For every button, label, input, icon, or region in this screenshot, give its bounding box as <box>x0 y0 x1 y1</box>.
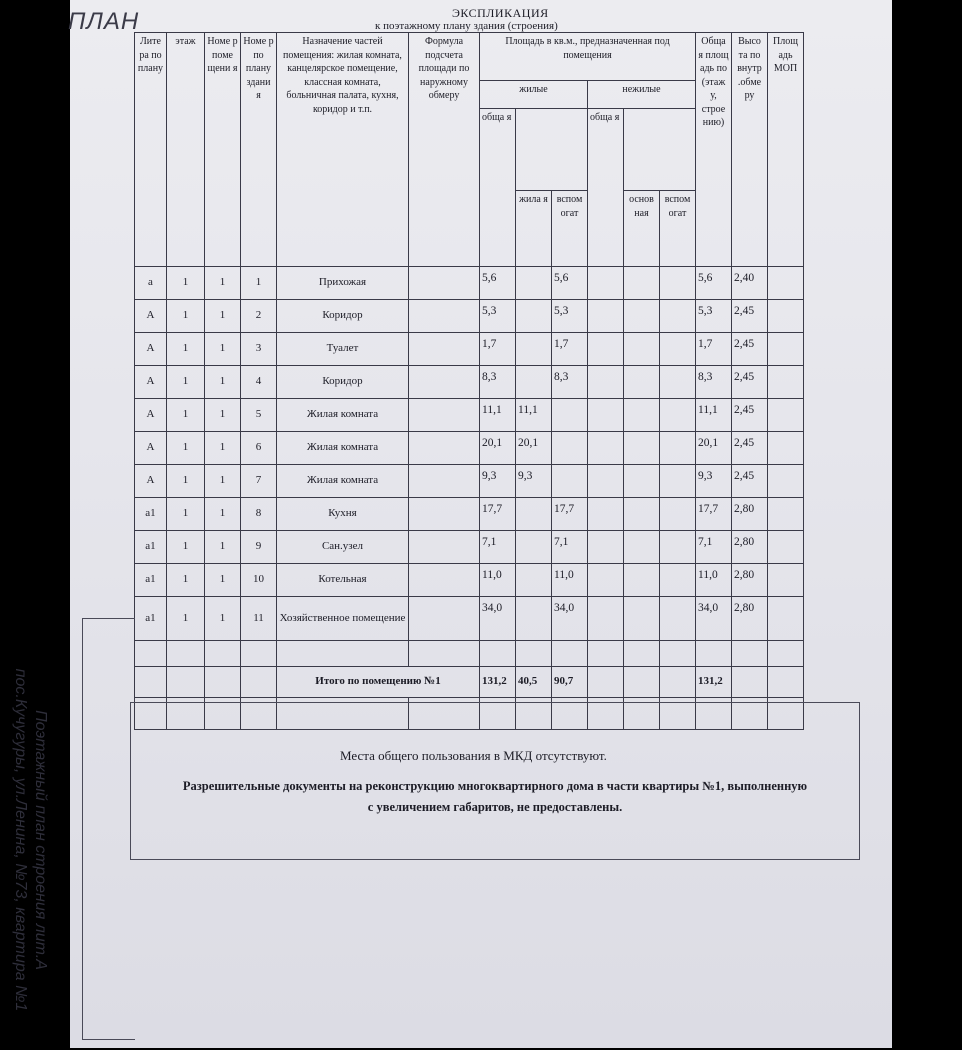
cell-auxiliary2 <box>660 597 696 641</box>
cell-res-total: 5,3 <box>480 300 516 333</box>
cell-auxiliary2 <box>660 366 696 399</box>
totals-living: 40,5 <box>516 667 552 698</box>
col-header-auxiliary2: вспом огат <box>660 191 696 267</box>
cell-floor-area: 5,3 <box>696 300 732 333</box>
cell-main <box>624 564 660 597</box>
col-header-mop: Площ адь МОП <box>768 33 804 267</box>
col-header-living: жила я <box>516 191 552 267</box>
cell-mop <box>768 465 804 498</box>
cell-litera: А <box>135 333 167 366</box>
cell-floor: 1 <box>167 564 205 597</box>
cell-height: 2,45 <box>732 465 768 498</box>
cell-floor-area: 8,3 <box>696 366 732 399</box>
cell-mop <box>768 300 804 333</box>
totals-label: Итого по помещению №1 <box>277 667 480 698</box>
note-permits-line2: с увеличением габаритов, не предоставлены. <box>367 800 623 815</box>
cell-floor-area: 17,7 <box>696 498 732 531</box>
cell-res-total: 11,0 <box>480 564 516 597</box>
col-header-plan-no: Номе р по плану здани я <box>241 33 277 267</box>
cell-floor: 1 <box>167 597 205 641</box>
cell-purpose: Котельная <box>277 564 409 597</box>
cell-purpose: Хозяйственное помещение <box>277 597 409 641</box>
cell-res-total: 34,0 <box>480 597 516 641</box>
cell-plan-no: 9 <box>241 531 277 564</box>
side-label-line1: Поэтажный план строения лит.А <box>32 710 49 970</box>
cell-plan-no: 4 <box>241 366 277 399</box>
cell-nonres-total <box>588 300 624 333</box>
cell-auxiliary2 <box>660 432 696 465</box>
cell-res-total: 8,3 <box>480 366 516 399</box>
cell-room-no: 1 <box>205 366 241 399</box>
cell-main <box>624 597 660 641</box>
table-row <box>135 399 804 432</box>
cell-room-no: 1 <box>205 465 241 498</box>
cell-main <box>624 333 660 366</box>
cell-auxiliary <box>552 465 588 498</box>
cell-mop <box>768 366 804 399</box>
cell-height: 2,45 <box>732 366 768 399</box>
cell-room-no: 1 <box>205 333 241 366</box>
note-permits <box>133 776 857 819</box>
cell-litera: а1 <box>135 498 167 531</box>
table-row <box>135 267 804 300</box>
cell-litera: а <box>135 267 167 300</box>
cell-nonres-total <box>588 597 624 641</box>
table-row <box>135 366 804 399</box>
cell-room-no: 1 <box>205 399 241 432</box>
cell-plan-no: 2 <box>241 300 277 333</box>
cell-room-no: 1 <box>205 597 241 641</box>
cell-living <box>516 300 552 333</box>
cell-res-total: 17,7 <box>480 498 516 531</box>
cell-floor: 1 <box>167 366 205 399</box>
cell-height: 2,80 <box>732 564 768 597</box>
cell-formula <box>409 597 480 641</box>
cell-res-total: 5,6 <box>480 267 516 300</box>
table-row <box>135 564 804 597</box>
cell-purpose: Жилая комната <box>277 432 409 465</box>
cell-main <box>624 432 660 465</box>
cell-floor: 1 <box>167 399 205 432</box>
cell-formula <box>409 300 480 333</box>
cell-auxiliary2 <box>660 267 696 300</box>
cell-living <box>516 498 552 531</box>
table-row <box>135 531 804 564</box>
cell-auxiliary2 <box>660 399 696 432</box>
col-header-formula: Формула подсчета площади по наружному обмеру <box>409 33 480 267</box>
cell-formula <box>409 531 480 564</box>
cell-main <box>624 366 660 399</box>
cell-room-no: 1 <box>205 564 241 597</box>
cell-mop <box>768 597 804 641</box>
cell-mop <box>768 564 804 597</box>
cell-living <box>516 597 552 641</box>
cell-main <box>624 399 660 432</box>
cell-plan-no: 11 <box>241 597 277 641</box>
cell-purpose: Туалет <box>277 333 409 366</box>
cell-res-total: 20,1 <box>480 432 516 465</box>
col-header-room-no: Номе р поме щени я <box>205 33 241 267</box>
cell-nonres-total <box>588 399 624 432</box>
cell-auxiliary <box>552 432 588 465</box>
cell-auxiliary: 8,3 <box>552 366 588 399</box>
cell-mop <box>768 432 804 465</box>
cell-formula <box>409 465 480 498</box>
cell-formula <box>409 432 480 465</box>
cell-mop <box>768 498 804 531</box>
cell-litera: А <box>135 399 167 432</box>
cell-floor: 1 <box>167 333 205 366</box>
cell-living: 9,3 <box>516 465 552 498</box>
cell-height: 2,45 <box>732 399 768 432</box>
cell-nonres-total <box>588 366 624 399</box>
cell-floor-area: 20,1 <box>696 432 732 465</box>
cell-living <box>516 267 552 300</box>
cell-room-no: 1 <box>205 267 241 300</box>
cell-main <box>624 498 660 531</box>
col-header-res-total: обща я <box>480 109 516 267</box>
cell-floor-area: 5,6 <box>696 267 732 300</box>
cell-formula <box>409 399 480 432</box>
cell-auxiliary2 <box>660 564 696 597</box>
cell-plan-no: 8 <box>241 498 277 531</box>
totals-total: 131,2 <box>480 667 516 698</box>
cell-plan-no: 10 <box>241 564 277 597</box>
cell-plan-no: 6 <box>241 432 277 465</box>
cell-auxiliary2 <box>660 465 696 498</box>
cell-floor-area: 11,0 <box>696 564 732 597</box>
cell-auxiliary2 <box>660 333 696 366</box>
cell-formula <box>409 267 480 300</box>
cell-height: 2,45 <box>732 432 768 465</box>
cell-litera: а1 <box>135 531 167 564</box>
cell-res-total: 11,1 <box>480 399 516 432</box>
cell-room-no: 1 <box>205 432 241 465</box>
cell-floor-area: 34,0 <box>696 597 732 641</box>
cell-floor: 1 <box>167 531 205 564</box>
col-header-height: Высо та по внутр .обме ру <box>732 33 768 267</box>
cell-main <box>624 531 660 564</box>
cell-auxiliary2 <box>660 498 696 531</box>
cell-floor: 1 <box>167 498 205 531</box>
cell-plan-no: 7 <box>241 465 277 498</box>
cell-purpose: Жилая комната <box>277 465 409 498</box>
cell-litera: а1 <box>135 597 167 641</box>
side-label-line2: пос.Кучугуры, ул.Ленина, №73, квартира №1 <box>12 668 29 1012</box>
col-header-nonres-total: обща я <box>588 109 624 267</box>
cell-living: 11,1 <box>516 399 552 432</box>
cell-auxiliary: 34,0 <box>552 597 588 641</box>
cell-plan-no: 1 <box>241 267 277 300</box>
cell-plan-no: 3 <box>241 333 277 366</box>
cell-height: 2,45 <box>732 333 768 366</box>
cell-res-total: 7,1 <box>480 531 516 564</box>
cell-res-total: 1,7 <box>480 333 516 366</box>
cell-height: 2,80 <box>732 531 768 564</box>
cell-mop <box>768 333 804 366</box>
cell-purpose: Жилая комната <box>277 399 409 432</box>
cell-formula <box>409 498 480 531</box>
empty-row <box>135 641 804 667</box>
table-row <box>135 432 804 465</box>
cell-mop <box>768 531 804 564</box>
cell-main <box>624 465 660 498</box>
cell-room-no: 1 <box>205 531 241 564</box>
cell-purpose: Сан.узел <box>277 531 409 564</box>
note-permits-line1: Разрешительные документы на реконструкцию многоквартирного дома в части квартиры №1, выполненную <box>182 779 808 793</box>
cell-nonres-total <box>588 531 624 564</box>
cell-litera: А <box>135 465 167 498</box>
cell-nonres-total <box>588 498 624 531</box>
table-row <box>135 597 804 641</box>
cell-floor: 1 <box>167 300 205 333</box>
cell-litera: А <box>135 366 167 399</box>
note-mop: Места общего пользования в МКД отсутствуют. <box>340 748 607 763</box>
cell-purpose: Кухня <box>277 498 409 531</box>
col-header-auxiliary: вспом огат <box>552 191 588 267</box>
cell-auxiliary: 1,7 <box>552 333 588 366</box>
cell-formula <box>409 333 480 366</box>
cell-auxiliary: 5,6 <box>552 267 588 300</box>
col-header-nonresidential: нежилые <box>588 81 696 109</box>
col-header-area-group: Площадь в кв.м., предназначенная под помещения <box>480 33 696 81</box>
totals-row <box>135 667 804 698</box>
cell-floor: 1 <box>167 267 205 300</box>
cell-room-no: 1 <box>205 300 241 333</box>
cell-purpose: Прихожая <box>277 267 409 300</box>
document-subtitle: к поэтажному плану здания (строения) <box>375 20 558 32</box>
cell-floor-area: 11,1 <box>696 399 732 432</box>
cell-litera: а1 <box>135 564 167 597</box>
cell-auxiliary: 11,0 <box>552 564 588 597</box>
cell-living <box>516 531 552 564</box>
cell-formula <box>409 564 480 597</box>
col-header-floor: этаж <box>167 33 205 267</box>
cell-height: 2,45 <box>732 300 768 333</box>
cell-nonres-total <box>588 333 624 366</box>
col-header-litera: Лите ра по плану <box>135 33 167 267</box>
col-header-purpose: Назначение частей помещения: жилая комната, канцелярское помещение, классная комната, больничная палата, кухня, коридор и т.п. <box>277 33 409 267</box>
cell-res-total: 9,3 <box>480 465 516 498</box>
table-row <box>135 333 804 366</box>
cell-nonres-total <box>588 432 624 465</box>
table-row <box>135 300 804 333</box>
cell-living <box>516 564 552 597</box>
cell-purpose: Коридор <box>277 300 409 333</box>
col-header-floor-area: Обща я площ адь по (этаж у, строе нию) <box>696 33 732 267</box>
cell-living <box>516 333 552 366</box>
plan-stamp: ПЛАН <box>68 8 140 35</box>
side-label <box>10 630 50 1050</box>
cell-floor-area: 1,7 <box>696 333 732 366</box>
cell-litera: А <box>135 300 167 333</box>
totals-aux: 90,7 <box>552 667 588 698</box>
col-header-main: основ ная <box>624 191 660 267</box>
cell-auxiliary: 17,7 <box>552 498 588 531</box>
cell-auxiliary: 7,1 <box>552 531 588 564</box>
side-stamp-box <box>82 618 135 1040</box>
cell-floor-area: 7,1 <box>696 531 732 564</box>
cell-purpose: Коридор <box>277 366 409 399</box>
table-body <box>135 267 804 667</box>
col-header-residential: жилые <box>480 81 588 109</box>
cell-mop <box>768 267 804 300</box>
cell-nonres-total <box>588 564 624 597</box>
cell-room-no: 1 <box>205 498 241 531</box>
cell-main <box>624 267 660 300</box>
cell-formula <box>409 366 480 399</box>
cell-living <box>516 366 552 399</box>
cell-auxiliary2 <box>660 531 696 564</box>
table-row <box>135 465 804 498</box>
cell-litera: А <box>135 432 167 465</box>
cell-main <box>624 300 660 333</box>
totals-sum: 131,2 <box>696 667 732 698</box>
cell-height: 2,40 <box>732 267 768 300</box>
explication-table <box>134 32 804 730</box>
cell-auxiliary: 5,3 <box>552 300 588 333</box>
cell-auxiliary2 <box>660 300 696 333</box>
cell-nonres-total <box>588 465 624 498</box>
cell-height: 2,80 <box>732 597 768 641</box>
cell-floor: 1 <box>167 432 205 465</box>
table-row <box>135 498 804 531</box>
cell-height: 2,80 <box>732 498 768 531</box>
document-title: ЭКСПЛИКАЦИЯ <box>452 6 549 20</box>
cell-living: 20,1 <box>516 432 552 465</box>
cell-nonres-total <box>588 267 624 300</box>
cell-auxiliary <box>552 399 588 432</box>
cell-mop <box>768 399 804 432</box>
cell-floor: 1 <box>167 465 205 498</box>
cell-plan-no: 5 <box>241 399 277 432</box>
cell-floor-area: 9,3 <box>696 465 732 498</box>
